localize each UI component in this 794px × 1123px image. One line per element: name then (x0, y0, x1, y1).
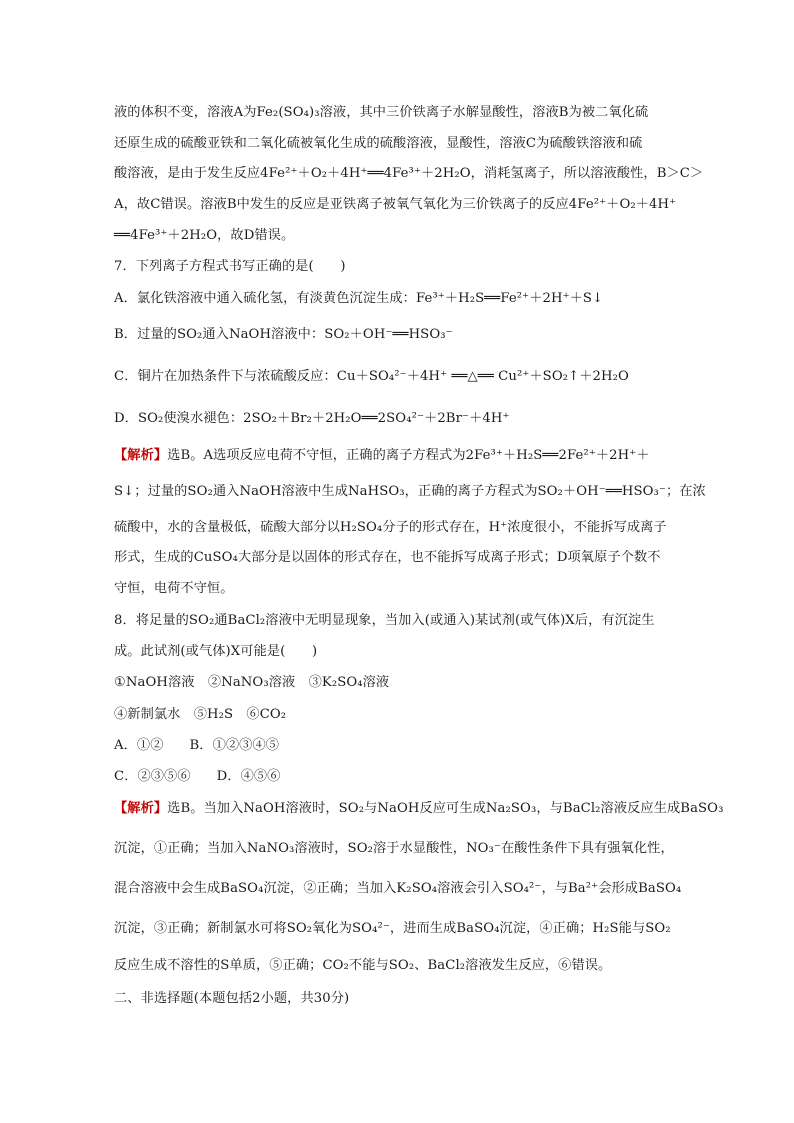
analysis-8-line: 反应生成不溶性的S单质，⑤正确；CO₂不能与SO₂、BaCl₂溶液发生反应，⑥错误。 (114, 958, 612, 973)
analysis-tag: 【解析】 (114, 448, 168, 463)
analysis-8-line (114, 800, 724, 818)
option-b: B．①②③④⑤ (189, 738, 280, 753)
analysis-tag: 【解析】 (114, 801, 168, 816)
option-a: A．①② (114, 738, 164, 753)
section-title: 二、非选择题(本题包括2小题，共30分) (114, 991, 350, 1006)
text-line: A，故C错误。溶液B中发生的反应是亚铁离子被氧气氧化为三价铁离子的反应4Fe²⁺＋O₂＋4H⁺ (114, 197, 677, 212)
analysis-7-line: 硫酸中，水的含量极低，硫酸大部分以H₂SO₄分子的形式存在，H⁺浓度很小，不能拆写成离子 (114, 520, 667, 535)
analysis-8-line: 混合溶液中会生成BaSO₄沉淀，②正确；当加入K₂SO₄溶液会引入SO₄²⁻，与Ba²⁺会形成BaSO₄ (114, 881, 682, 896)
question-8-choices: ④新制氯水 ⑤H₂S ⑥CO₂ (114, 707, 287, 722)
option-c: C．②③⑤⑥ (114, 769, 191, 784)
question-7-option-c: C．铜片在加热条件下与浓硫酸反应：Cu＋SO₄²⁻＋4H⁺ ══△══ Cu²⁺＋SO₂↑＋2H₂O (114, 369, 629, 384)
question-7-option-d: D．SO₂使溴水褪色：2SO₂＋Br₂＋2H₂O══2SO₄²⁻＋2Br⁻＋4H⁺ (114, 411, 510, 426)
question-8-options-row (114, 768, 694, 786)
text-line: 液的体积不变，溶液A为Fe₂(SO₄)₃溶液，其中三价铁离子水解显酸性，溶液B为被二氧化硫 (114, 105, 649, 120)
question-8-choices: ①NaOH溶液 ②NaNO₃溶液 ③K₂SO₄溶液 (114, 675, 390, 690)
text-line: 酸溶液，是由于发生反应4Fe²⁺＋O₂＋4H⁺══4Fe³⁺＋2H₂O，消耗氢离子，所以溶液酸性，B＞C＞ (114, 166, 704, 181)
analysis-8-line: 沉淀，①正确；当加入NaNO₃溶液时，SO₂溶于水显酸性，NO₃⁻在酸性条件下具有强氧化性， (114, 841, 674, 856)
question-7-option-a: A．氯化铁溶液中通入硫化氢，有淡黄色沉淀生成：Fe³⁺＋H₂S══Fe²⁺＋2H⁺＋S↓ (114, 291, 604, 306)
analysis-7-line: 形式，生成的CuSO₄大部分是以固体的形式存在，也不能拆写成离子形式；D项氧原子个数不 (114, 550, 661, 565)
question-7-option-b: B．过量的SO₂通入NaOH溶液中：SO₂＋OH⁻══HSO₃⁻ (114, 327, 453, 342)
analysis-text: 选B。当加入NaOH溶液时，SO₂与NaOH反应可生成Na₂SO₃，与BaCl₂溶液反应生成BaSO₃ (167, 801, 724, 816)
text-line: 还原生成的硫酸亚铁和二氧化硫被氧化生成的硫酸溶液，显酸性，溶液C为硫酸铁溶液和硫 (114, 136, 643, 151)
analysis-8-line: 沉淀，③正确；新制氯水可将SO₂氧化为SO₄²⁻，进而生成BaSO₄沉淀，④正确；H₂S能与SO₂ (114, 921, 671, 936)
analysis-text: 选B。A选项反应电荷不守恒，正确的离子方程式为2Fe³⁺＋H₂S══2Fe²⁺＋2H⁺＋ (167, 448, 650, 463)
text-line: ══4Fe³⁺＋2H₂O，故D错误。 (114, 228, 295, 243)
question-7-stem: 7．下列离子方程式书写正确的是( ) (114, 259, 346, 274)
question-8-stem: 成。此试剂(或气体)X可能是( ) (114, 644, 318, 659)
analysis-7-line: 守恒，电荷不守恒。 (114, 581, 234, 596)
option-d: D．④⑤⑥ (216, 769, 281, 784)
question-8-stem: 8．将足量的SO₂通BaCl₂溶液中无明显现象，当加入(或通入)某试剂(或气体)X后，有沉淀生 (114, 613, 655, 628)
analysis-7-line (114, 447, 694, 465)
analysis-7-line: S↓；过量的SO₂通入NaOH溶液中生成NaHSO₃，正确的离子方程式为SO₂＋OH⁻══HSO₃⁻；在浓 (114, 484, 706, 499)
question-8-options-row (114, 737, 694, 755)
